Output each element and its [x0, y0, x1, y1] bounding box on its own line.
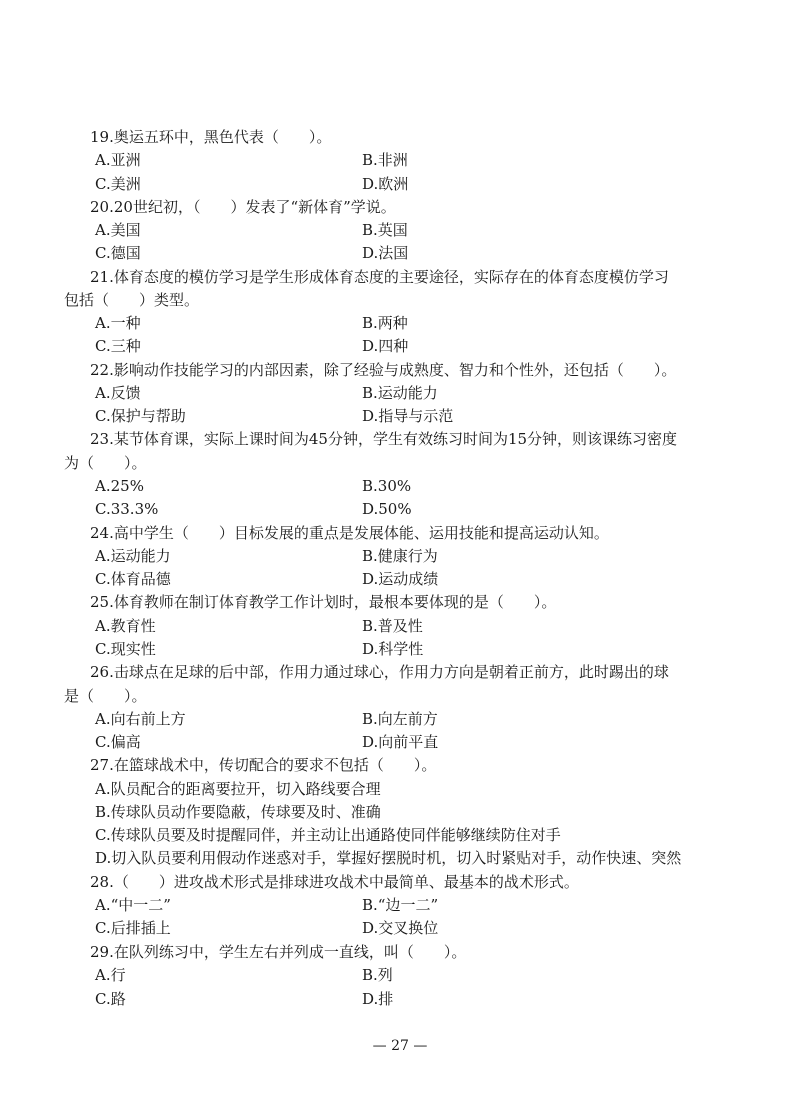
question-25-stem: 25.体育教师在制订体育教学工作计划时，最根本要体现的是（ ）。: [90, 593, 557, 611]
question-26-option-d: D.向前平直: [362, 733, 439, 751]
question-20-option-c: C.德国: [95, 244, 141, 262]
question-20-option-b: B.英国: [362, 221, 408, 239]
question-26-option-b: B.向左前方: [362, 710, 438, 728]
question-23-option-c: C.33.3%: [95, 500, 159, 518]
question-24-option-d: D.运动成绩: [362, 570, 439, 588]
question-23-option-a: A.25%: [95, 477, 144, 495]
question-29-option-a: A.行: [95, 966, 126, 984]
question-24-option-a: A.运动能力: [95, 547, 171, 565]
question-26-option-a: A.向右前上方: [95, 710, 186, 728]
question-21-option-d: D.四种: [362, 337, 409, 355]
question-25-option-a: A.教育性: [95, 617, 156, 635]
question-19-option-b: B.非洲: [362, 151, 408, 169]
question-26-option-c: C.偏高: [95, 733, 141, 751]
question-23-stem: 23.某节体育课，实际上课时间为45分钟，学生有效练习时间为15分钟，则该课练习密度: [90, 430, 678, 448]
question-29-option-c: C.路: [95, 990, 126, 1008]
question-29-option-b: B.列: [362, 966, 393, 984]
question-23-option-d: D.50%: [362, 500, 412, 518]
question-24-option-b: B.健康行为: [362, 547, 438, 565]
question-21-option-c: C.三种: [95, 337, 141, 355]
question-26-stem: 26.击球点在足球的后中部，作用力通过球心，作用力方向是朝着正前方，此时踢出的球: [90, 663, 669, 681]
question-19-stem: 19.奥运五环中，黑色代表（ ）。: [90, 128, 332, 146]
question-28-option-d: D.交叉换位: [362, 919, 439, 937]
question-20-option-d: D.法国: [362, 244, 409, 262]
question-27-option-d: D.切入队员要利用假动作迷惑对手，掌握好摆脱时机，切入时紧贴对手，动作快速、突然: [95, 849, 682, 867]
question-28-option-b: B.“边一二”: [362, 896, 439, 914]
question-21-stem: 21.体育态度的模仿学习是学生形成体育态度的主要途径，实际存在的体育态度模仿学习: [90, 268, 669, 286]
question-27-stem: 27.在篮球战术中，传切配合的要求不包括（ ）。: [90, 756, 437, 774]
question-25-option-d: D.科学性: [362, 640, 424, 658]
question-21-stem-cont: 包括（ ）类型。: [64, 291, 200, 309]
question-21-option-a: A.一种: [95, 314, 141, 332]
question-19-option-a: A.亚洲: [95, 151, 141, 169]
question-27-option-b: B.传球队员动作要隐蔽，传球要及时、准确: [95, 803, 381, 821]
question-19-option-d: D.欧洲: [362, 175, 409, 193]
page-number: — 27 —: [372, 1038, 428, 1054]
question-24-stem: 24.高中学生（ ）目标发展的重点是发展体能、运用技能和提高运动认知。: [90, 524, 609, 542]
question-19-option-c: C.美洲: [95, 175, 141, 193]
question-23-stem-cont: 为（ ）。: [64, 454, 147, 472]
question-21-option-b: B.两种: [362, 314, 408, 332]
question-28-option-a: A.“中一二”: [95, 896, 171, 914]
question-22-option-d: D.指导与示范: [362, 407, 454, 425]
question-28-stem: 28.（ ）进攻战术形式是排球进攻战术中最简单、最基本的战术形式。: [90, 873, 579, 891]
question-27-option-a: A.队员配合的距离要拉开，切入路线要合理: [95, 780, 381, 798]
question-25-option-b: B.普及性: [362, 617, 423, 635]
question-26-stem-cont: 是（ ）。: [64, 687, 147, 705]
question-22-option-c: C.保护与帮助: [95, 407, 186, 425]
question-24-option-c: C.体育品德: [95, 570, 171, 588]
question-22-option-a: A.反馈: [95, 384, 141, 402]
question-29-option-d: D.排: [362, 990, 394, 1008]
question-22-option-b: B.运动能力: [362, 384, 438, 402]
question-20-option-a: A.美国: [95, 221, 141, 239]
question-20-stem: 20.20世纪初，（ ）发表了“新体育”学说。: [90, 198, 396, 216]
question-23-option-b: B.30%: [362, 477, 412, 495]
question-25-option-c: C.现实性: [95, 640, 156, 658]
question-29-stem: 29.在队列练习中，学生左右并列成一直线，叫（ ）。: [90, 943, 467, 961]
question-28-option-c: C.后排插上: [95, 919, 171, 937]
question-27-option-c: C.传球队员要及时提醒同伴，并主动让出通路使同伴能够继续防住对手: [95, 826, 561, 844]
question-22-stem: 22.影响动作技能学习的内部因素，除了经验与成熟度、智力和个性外，还包括（ ）。: [90, 361, 677, 379]
